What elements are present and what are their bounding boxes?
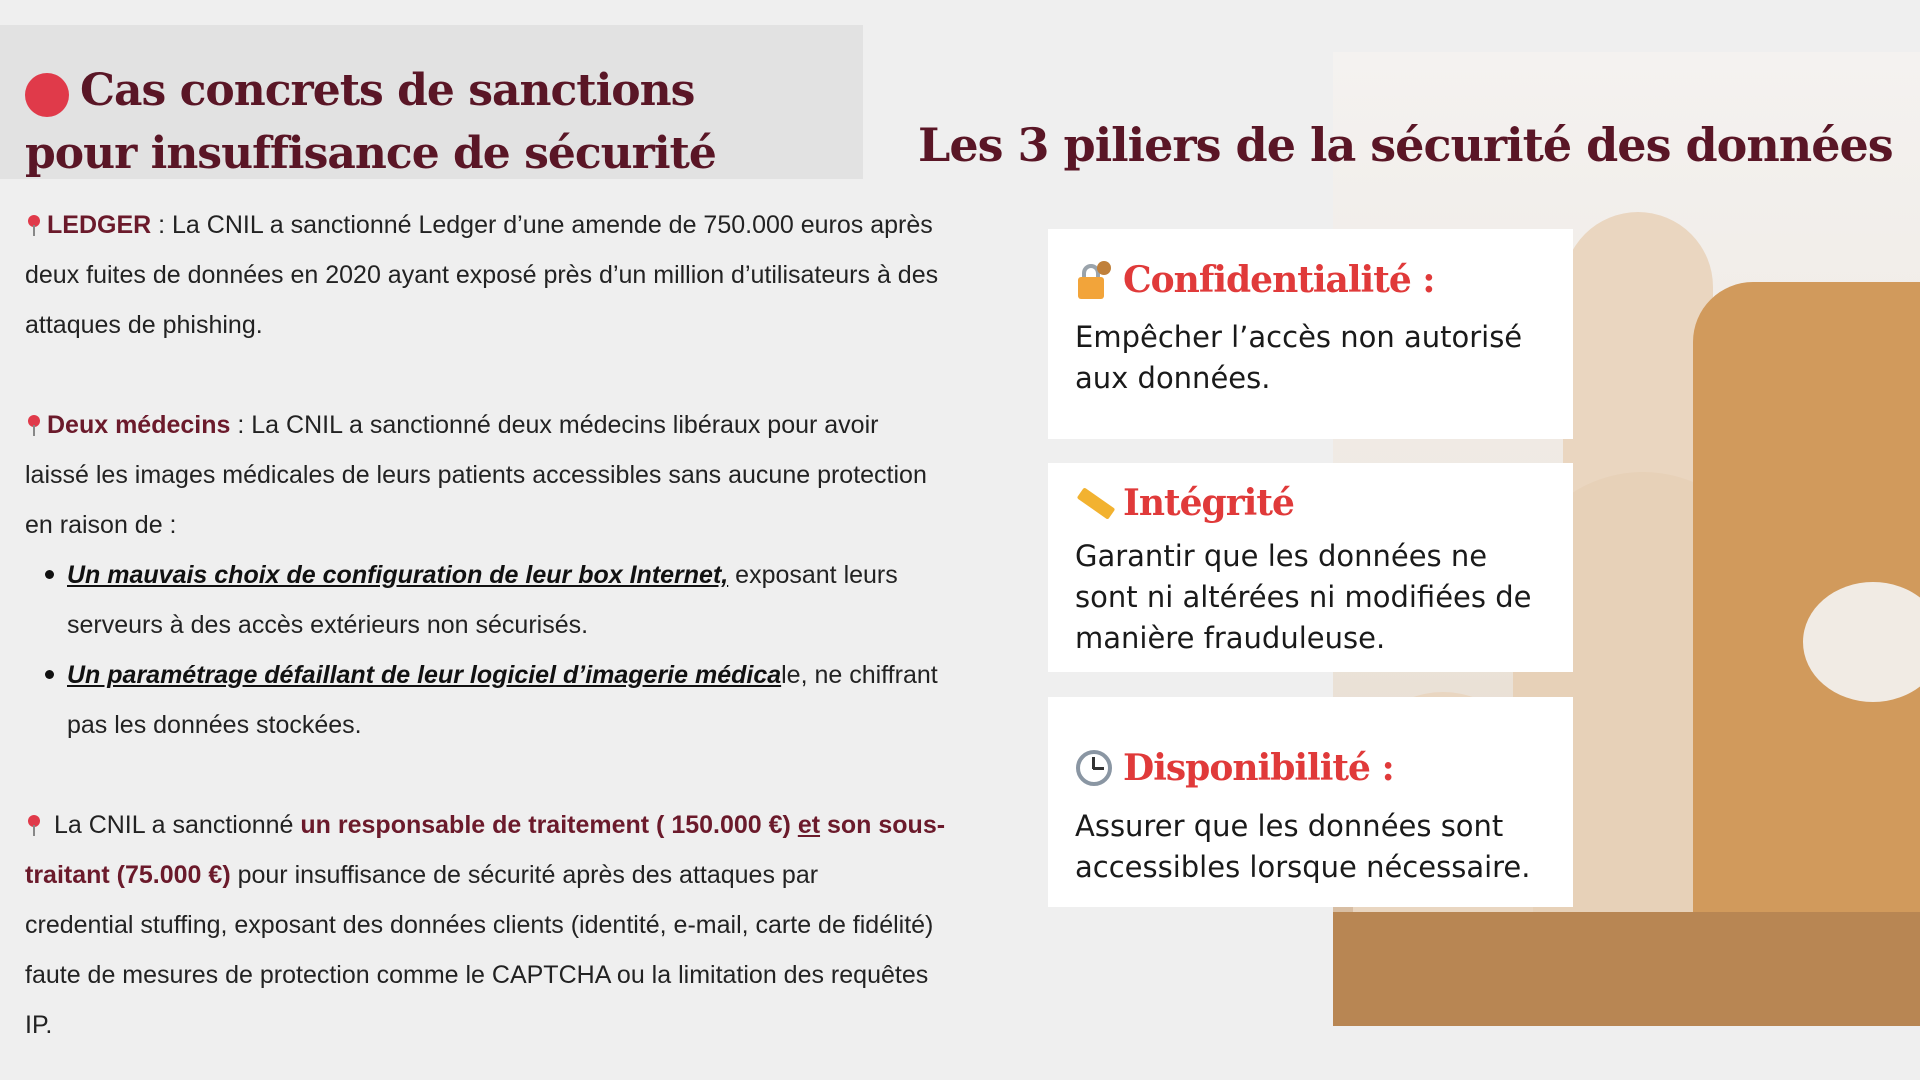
list-item (67, 550, 1010, 650)
card-confidentialite (1048, 229, 1573, 439)
card-integrite (1048, 463, 1573, 672)
case-text: deux fuites de données en 2020 ayant exposé près d’un million d’utilisateurs à des (25, 261, 939, 289)
card-title: Intégrité (1123, 482, 1294, 524)
left-title-line-1: Cas concrets de sanctions (80, 65, 695, 116)
case-text: La CNIL a sanctionné (47, 811, 301, 839)
card-line: sont ni altérées ni modifiées de (1075, 580, 1532, 614)
red-circle-icon (25, 73, 69, 117)
case-text: credential stuffing, exposant des données clients (identité, e-mail, carte de fidélité) (25, 911, 934, 939)
case-text: attaques de phishing. (25, 311, 263, 339)
case-label: Deux médecins (47, 411, 231, 439)
card-disponibilite (1048, 697, 1573, 907)
case-medecins (25, 400, 1010, 750)
card-heading (1075, 259, 1435, 301)
bullet-list (25, 550, 1010, 750)
bullet-emphasis: Un mauvais choix de configuration de leur box Internet, (67, 561, 729, 589)
case-text: faute de mesures de protection comme le CAPTCHA ou la limitation des requêtes (25, 961, 929, 989)
left-title-line-2: pour insuffisance de sécurité (25, 128, 716, 179)
case-label: LEDGER (47, 211, 152, 239)
card-heading (1075, 482, 1294, 524)
card-line: aux données. (1075, 361, 1271, 395)
case-text: laissé les images médicales de leurs patients accessibles sans aucune protection (25, 461, 927, 489)
card-description (1075, 806, 1555, 888)
card-line: Empêcher l’accès non autorisé (1075, 320, 1523, 354)
case-strong-underlined: et (797, 811, 821, 839)
ruler-icon (1075, 484, 1113, 522)
left-title-box (0, 25, 863, 179)
clock-icon (1075, 749, 1113, 787)
card-line: accessibles lorsque nécessaire. (1075, 850, 1531, 884)
bullet-text: exposant leurs (728, 561, 898, 589)
case-text: IP. (25, 1011, 53, 1039)
case-strong: traitant (75.000 €) (25, 861, 231, 889)
card-title: Confidentialité : (1123, 259, 1435, 301)
case-responsable (25, 800, 1010, 1050)
case-strong: son sous- (820, 811, 946, 839)
card-line: Garantir que les données ne (1075, 539, 1488, 573)
card-line: Assurer que les données sont (1075, 809, 1504, 843)
case-text: en raison de : (25, 511, 177, 539)
right-title: Les 3 piliers de la sécurité des données (918, 118, 1893, 172)
case-ledger (25, 200, 1010, 350)
card-description (1075, 317, 1555, 399)
bullet-emphasis: Un paramétrage défaillant de leur logiciel d’imagerie médica (67, 661, 782, 689)
bullet-text: le, ne chiffrant (781, 661, 938, 689)
wooden-floor (1333, 912, 1920, 1026)
card-title: Disponibilité : (1123, 747, 1394, 789)
card-heading (1075, 747, 1394, 789)
case-strong: un responsable de traitement ( 150.000 €) (300, 811, 798, 839)
bullet-text: serveurs à des accès extérieurs non sécurisés. (67, 611, 589, 639)
card-description (1075, 536, 1555, 659)
sanctions-body (25, 200, 1010, 1080)
case-text: : La CNIL a sanctionné deux médecins libéraux pour avoir (230, 411, 879, 439)
list-item (67, 650, 1010, 750)
lock-key-icon (1075, 261, 1113, 299)
case-text: pour insuffisance de sécurité après des attaques par (230, 861, 819, 889)
bullet-text: pas les données stockées. (67, 711, 362, 739)
card-line: manière frauduleuse. (1075, 621, 1386, 655)
case-text: : La CNIL a sanctionné Ledger d’une amende de 750.000 euros après (151, 211, 933, 239)
